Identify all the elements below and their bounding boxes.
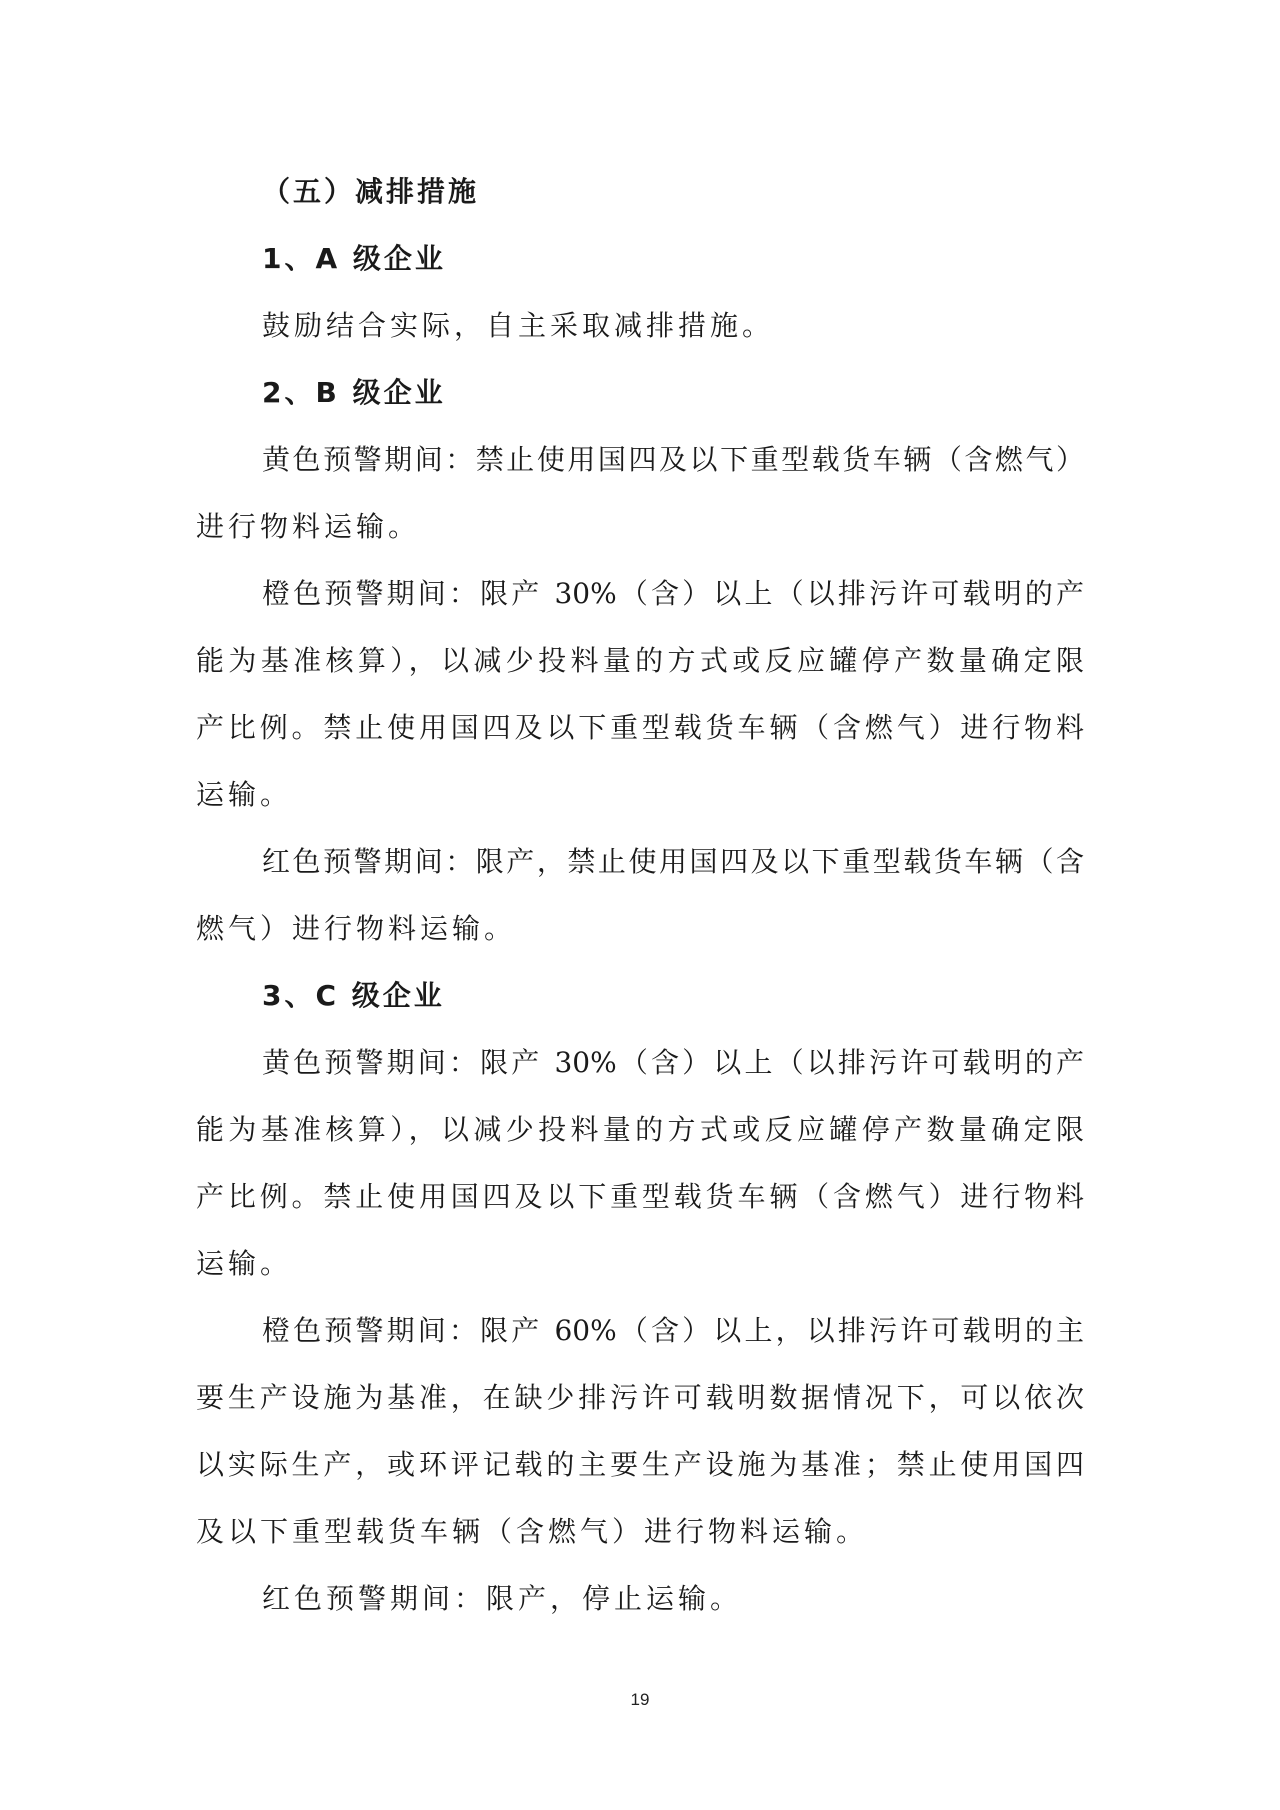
grade-b-red-line: 燃气）进行物料运输。 — [196, 912, 517, 945]
grade-c-orange-line: 及以下重型载货车辆（含燃气）进行物料运输。 — [196, 1515, 869, 1548]
page-number: 19 — [630, 1690, 650, 1709]
grade-a-paragraph-line: 鼓励结合实际，自主采取减排措施。 — [262, 309, 775, 342]
grade-b-orange-line: 橙色预警期间：限产 30%（含）以上（以排污许可载明的产 — [262, 577, 1084, 610]
grade-b-orange-line: 产比例。禁止使用国四及以下重型载货车辆（含燃气）进行物料 — [196, 711, 1084, 744]
grade-b-red-line: 红色预警期间：限产，禁止使用国四及以下重型载货车辆（含 — [262, 845, 1084, 878]
grade-c-orange-line: 橙色预警期间：限产 60%（含）以上，以排污许可载明的主 — [262, 1314, 1084, 1347]
grade-b-orange-line: 运输。 — [196, 778, 293, 811]
grade-b-heading: 2、B 级企业 — [262, 376, 446, 409]
grade-c-orange-line: 要生产设施为基准，在缺少排污许可载明数据情况下，可以依次 — [196, 1381, 1084, 1414]
document-body — [196, 158, 1084, 1632]
grade-c-yellow-line: 产比例。禁止使用国四及以下重型载货车辆（含燃气）进行物料 — [196, 1180, 1084, 1213]
section-title: （五）减排措施 — [262, 175, 480, 208]
grade-c-orange-line: 以实际生产，或环评记载的主要生产设施为基准；禁止使用国四 — [196, 1448, 1084, 1481]
grade-c-yellow-line: 运输。 — [196, 1247, 293, 1280]
grade-c-yellow-line: 能为基准核算），以减少投料量的方式或反应罐停产数量确定限 — [196, 1113, 1084, 1146]
grade-c-yellow-line: 黄色预警期间：限产 30%（含）以上（以排污许可载明的产 — [262, 1046, 1084, 1079]
grade-b-yellow-line: 黄色预警期间：禁止使用国四及以下重型载货车辆（含燃气） — [262, 443, 1084, 476]
grade-a-heading: 1、A 级企业 — [262, 242, 446, 275]
grade-b-orange-line: 能为基准核算），以减少投料量的方式或反应罐停产数量确定限 — [196, 644, 1084, 677]
grade-b-yellow-line: 进行物料运输。 — [196, 510, 421, 543]
grade-c-red-line: 红色预警期间：限产，停止运输。 — [262, 1582, 743, 1615]
grade-c-heading: 3、C 级企业 — [262, 979, 445, 1012]
